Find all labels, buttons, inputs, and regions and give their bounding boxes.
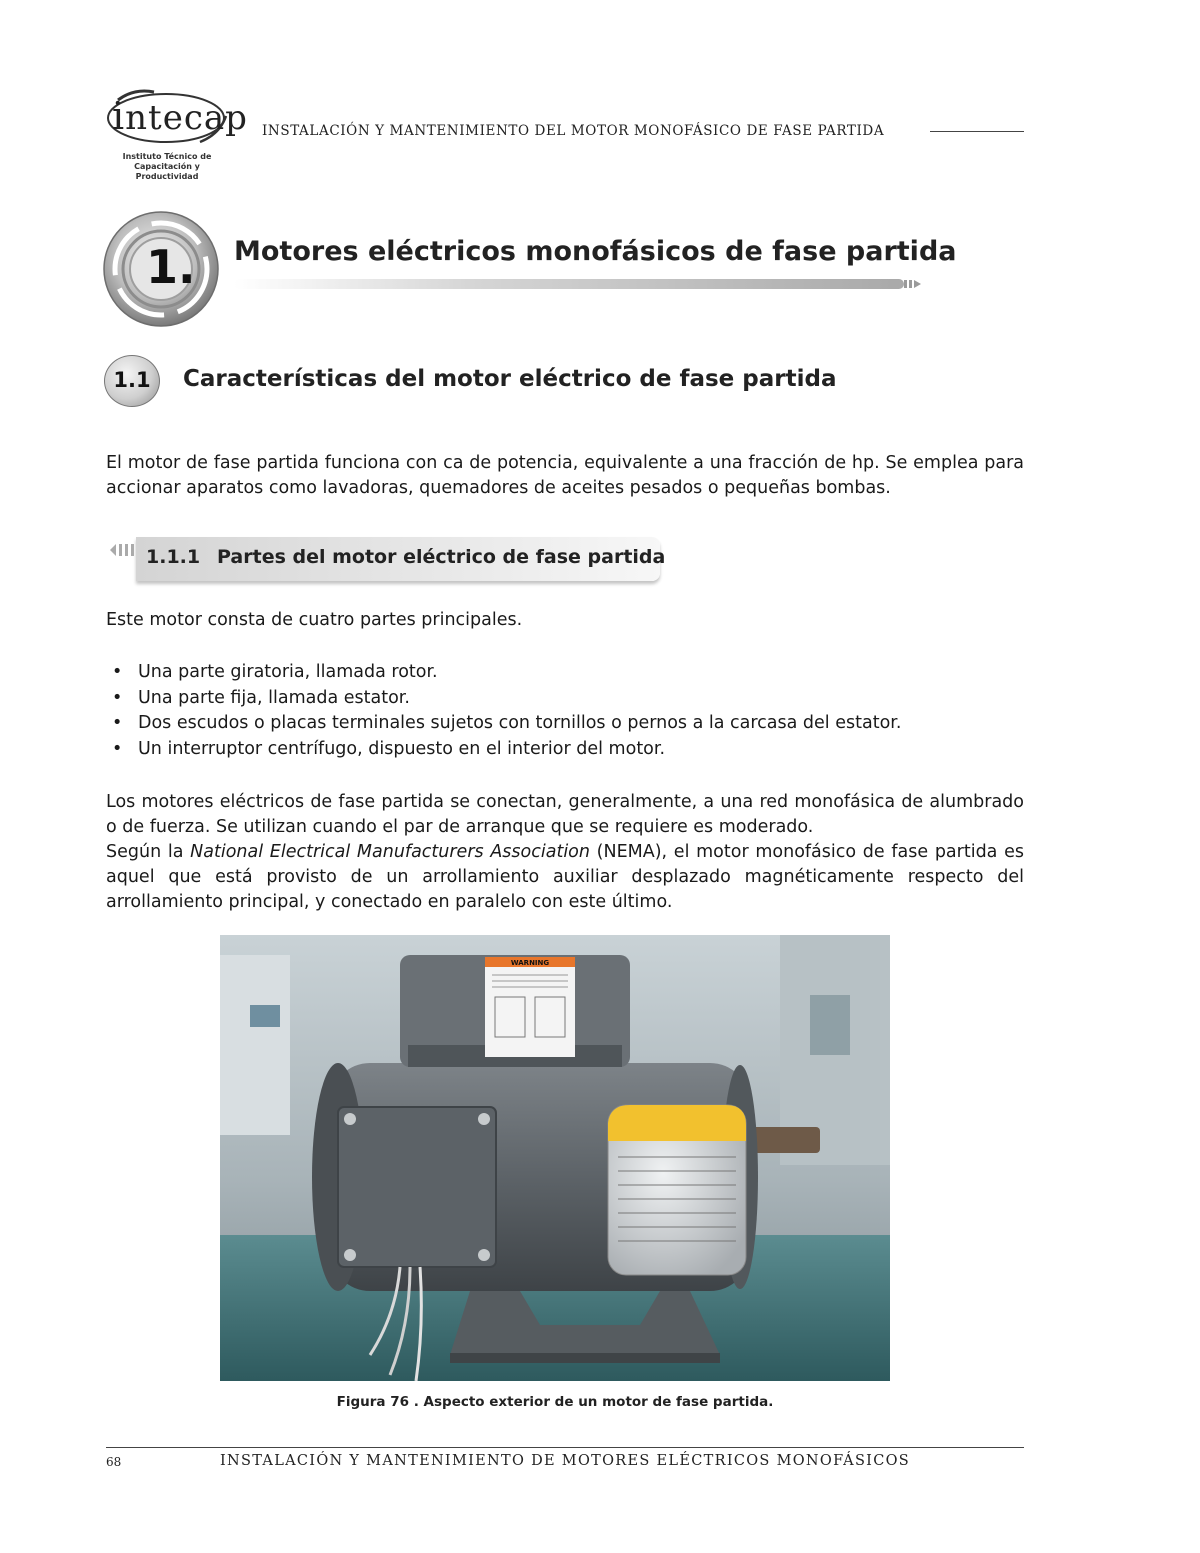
intecap-logo <box>104 86 248 181</box>
parts-list <box>106 660 1024 762</box>
chapter-title-bar <box>234 279 904 289</box>
subsection-number: 1.1.1 <box>146 546 201 568</box>
section-number: 1.1 <box>113 368 151 392</box>
logo-wordmark: intecap <box>112 94 248 138</box>
nema-name: National Electrical Manufacturers Association <box>190 842 590 862</box>
chapter-bar-arrows-icon <box>904 279 922 289</box>
logo-subtitle-line-2: Capacitación y Productividad <box>134 162 200 181</box>
list-item: • Dos escudos o placas terminales sujetos con tornillos o pernos a la carcasa del estator. <box>106 711 1024 737</box>
logo-subtitle <box>104 152 230 182</box>
subsection-marks-icon <box>110 541 136 559</box>
footer-title: INSTALACIÓN Y MANTENIMIENTO DE MOTORES ELÉCTRICOS MONOFÁSICOS <box>220 1453 911 1469</box>
body-paragraph-2 <box>106 840 1024 915</box>
page-number: 68 <box>106 1455 122 1469</box>
header-rule <box>930 131 1024 132</box>
footer-rule <box>106 1447 1024 1448</box>
figure-caption: Figura 76 . Aspecto exterior de un motor de fase partida. <box>336 1394 774 1410</box>
section-intro: El motor de fase partida funciona con ca de potencia, equivalente a una fracción de hp. Se emplea para accionar aparatos como lavadoras, quemadores de aceites pesados o pequeñas bombas. <box>106 453 1024 498</box>
list-item: • Una parte fija, llamada estator. <box>106 686 1024 712</box>
logo-subtitle-line-1: Instituto Técnico de <box>122 152 212 161</box>
list-item: • Un interruptor centrífugo, dispuesto en el interior del motor. <box>106 737 1024 763</box>
list-item: • Una parte giratoria, llamada rotor. <box>106 660 1024 686</box>
logo-word: ntecap <box>125 98 248 138</box>
subsection-title: Partes del motor eléctrico de fase partida <box>217 546 666 568</box>
subsection-lead: Este motor consta de cuatro partes principales. <box>106 610 523 630</box>
chapter-title: Motores eléctricos monofásicos de fase partida <box>234 236 957 267</box>
body-paragraph-group <box>106 790 1024 915</box>
motor-photo <box>220 935 890 1381</box>
running-head: INSTALACIÓN Y MANTENIMIENTO DEL MOTOR MONOFÁSICO DE FASE PARTIDA <box>262 123 885 139</box>
body-paragraph-1: Los motores eléctricos de fase partida se conectan, generalmente, a una red monofásica de alumbrado o de fuerza. Se utilizan cuando el par de arranque que se requiere es moderado. <box>106 792 1024 837</box>
paragraph-2-rest: (NEMA), el motor monofásico de fase partida es aquel que está provisto de un arrollamiento auxiliar desplazado magnéticamente respecto del arrollamiento principal, y conectado en paralelo con este último. <box>106 842 1024 912</box>
chapter-number: 1. <box>146 240 196 294</box>
warning-label-text: WARNING <box>510 959 550 967</box>
paragraph-2-lead: Según la <box>106 842 191 862</box>
section-title: Características del motor eléctrico de fase partida <box>183 366 837 392</box>
